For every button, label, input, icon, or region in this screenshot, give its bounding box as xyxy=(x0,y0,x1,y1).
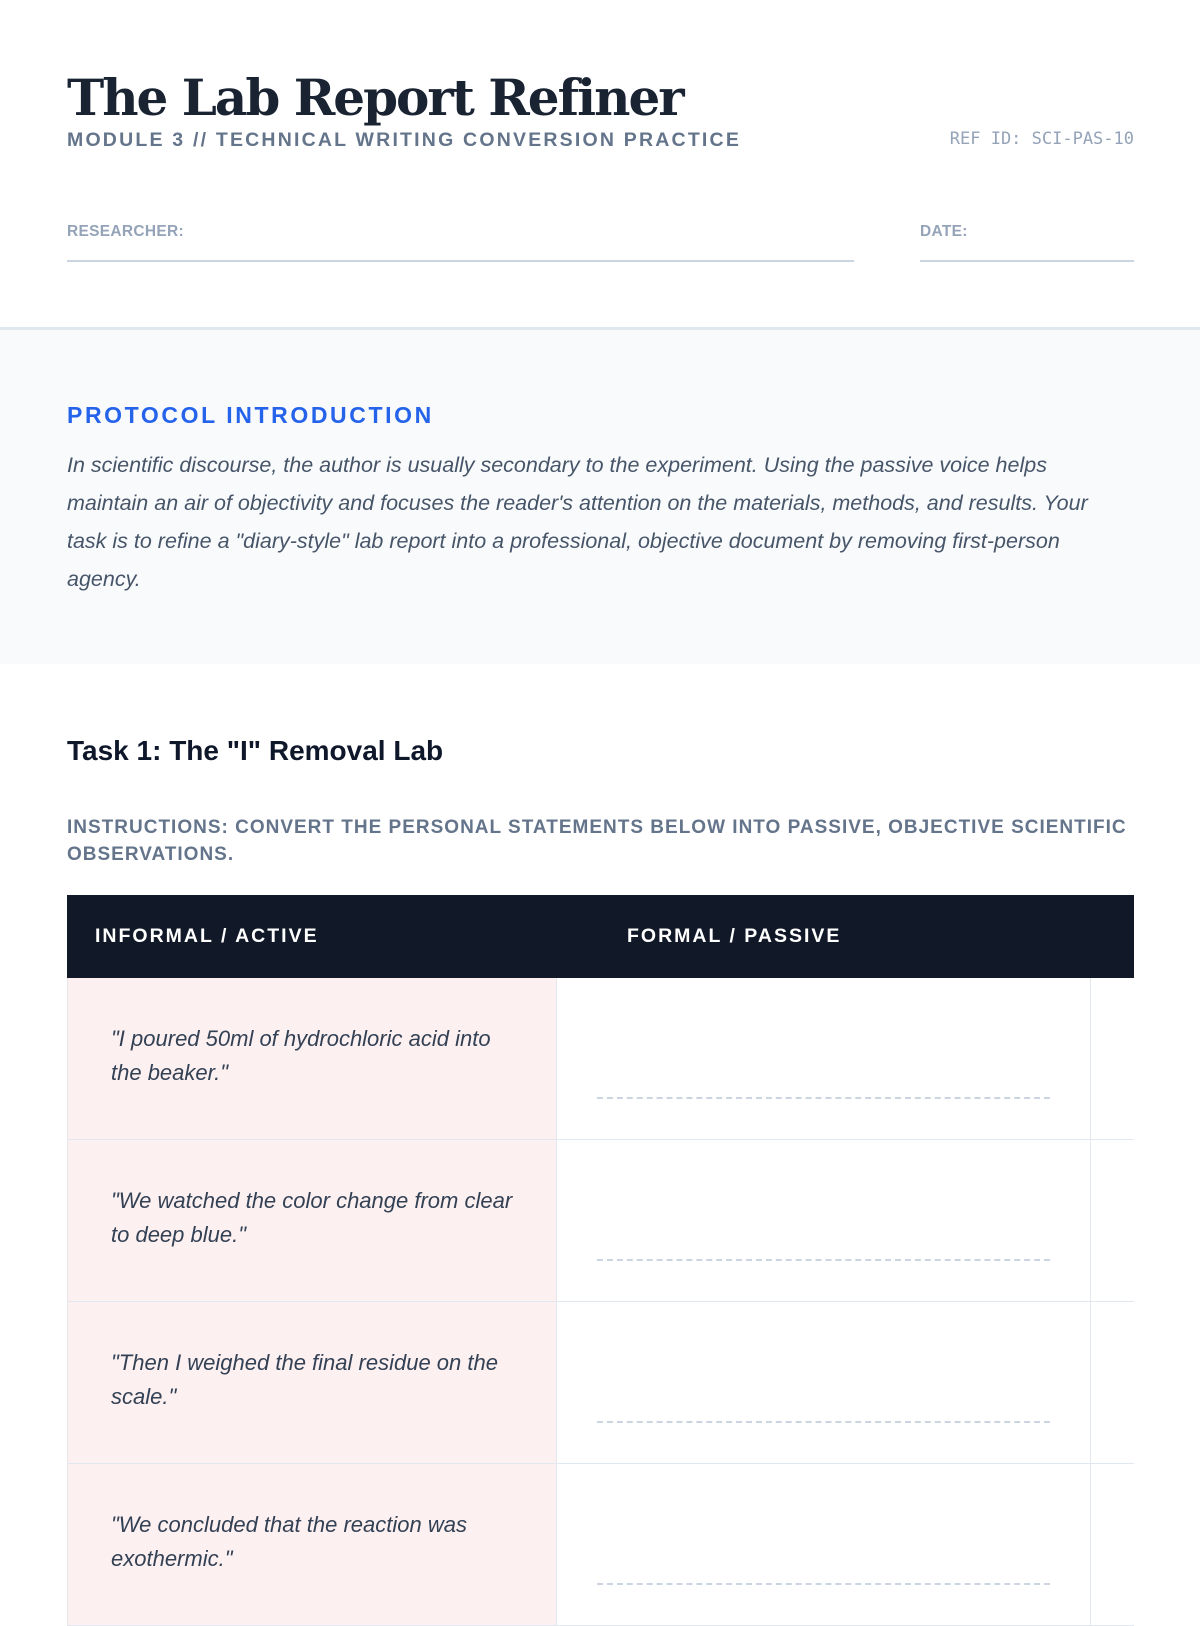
column-header-formal: FORMAL / PASSIVE xyxy=(627,925,842,947)
table-row xyxy=(67,1464,1134,1626)
table-header xyxy=(67,895,1134,978)
answer-line[interactable] xyxy=(597,1097,1050,1099)
worksheet-header xyxy=(0,0,1200,328)
answer-line[interactable] xyxy=(597,1583,1050,1585)
formal-answer-cell[interactable] xyxy=(557,1302,1091,1463)
informal-statement: "I poured 50ml of hydrochloric acid into the beaker." xyxy=(67,978,557,1139)
task-instructions: INSTRUCTIONS: CONVERT THE PERSONAL STATEMENTS BELOW INTO PASSIVE, OBJECTIVE SCIENTIFIC OBSERVATIONS. xyxy=(67,817,1127,865)
formal-answer-cell[interactable] xyxy=(557,1140,1091,1301)
researcher-label: RESEARCHER: xyxy=(67,223,184,240)
module-subtitle: MODULE 3 // TECHNICAL WRITING CONVERSION PRACTICE xyxy=(67,129,742,151)
table-row xyxy=(67,1140,1134,1302)
formal-answer-cell[interactable] xyxy=(557,978,1091,1139)
table-row xyxy=(67,978,1134,1140)
intro-heading: PROTOCOL INTRODUCTION xyxy=(67,402,434,428)
protocol-introduction xyxy=(0,327,1200,664)
intro-text: In scientific discourse, the author is usually secondary to the experiment. Using the passive voice helps maintain an air of objectivity and focuses the reader's attention on the materials, methods, and results. Your task is to refine a "diary-style" lab report into a professional, objective document by removing first-person agency. xyxy=(67,453,1088,591)
date-label: DATE: xyxy=(920,223,968,240)
table-row xyxy=(67,1302,1134,1464)
task-title: Task 1: The "I" Removal Lab xyxy=(67,735,444,766)
column-header-informal: INFORMAL / ACTIVE xyxy=(95,925,319,947)
researcher-field[interactable] xyxy=(67,220,854,262)
date-field[interactable] xyxy=(920,220,1134,262)
conversion-table xyxy=(67,895,1134,1626)
informal-statement: "We concluded that the reaction was exothermic." xyxy=(67,1464,557,1625)
formal-answer-cell[interactable] xyxy=(557,1464,1091,1625)
informal-statement: "Then I weighed the final residue on the scale." xyxy=(67,1302,557,1463)
reference-id: REF ID: SCI-PAS-10 xyxy=(949,129,1134,149)
answer-line[interactable] xyxy=(597,1421,1050,1423)
page-title: The Lab Report Refiner xyxy=(67,68,683,127)
informal-statement: "We watched the color change from clear to deep blue." xyxy=(67,1140,557,1301)
answer-line[interactable] xyxy=(597,1259,1050,1261)
